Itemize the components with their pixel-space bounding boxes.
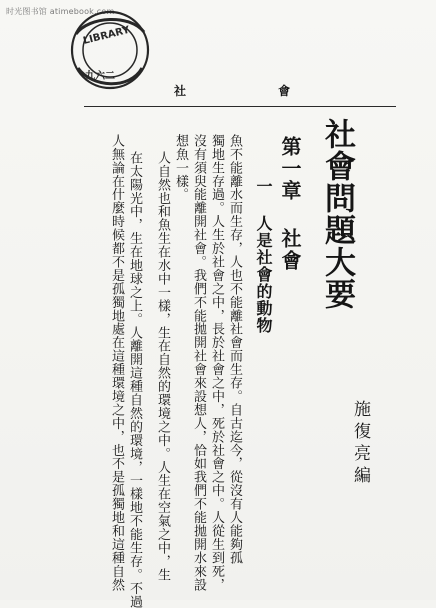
svg-text:九六二: 九六二 — [85, 71, 115, 82]
author-name: 施復亮編 — [350, 400, 370, 488]
body-line: 人自然也和魚生在水中一樣，生在自然的環境之中。人生在空氣之中，生 — [155, 151, 170, 582]
body-line: 人無論在什麼時候都不是孤獨地處在這種環境之中，也不是孤獨地和這種自然 — [109, 134, 124, 592]
header-rule — [84, 106, 396, 107]
site-watermark: 时光图书馆 atimebook.com — [6, 7, 115, 16]
book-title: 社會問題大要 — [319, 118, 355, 310]
svg-text:LIBRARY: LIBRARY — [82, 24, 131, 47]
body-line: 想魚一樣。 — [173, 134, 188, 202]
library-stamp-icon — [54, 6, 156, 102]
section-title: 一 人是社會的動物 — [254, 178, 273, 334]
body-line: 獨地生存過。人生於社會之中，長於社會之中，死於社會之中。人從生到死， — [209, 134, 224, 592]
body-line: 在太陽光中，生在地球之上。人離開這種自然的環境，一樣地不能生存。不過 — [127, 151, 142, 608]
body-line: 魚不能離水而生存，人也不能離社會而生存。自古迄今，從沒有人能夠孤 — [227, 134, 242, 565]
chapter-title: 第一章 社會 — [278, 136, 302, 272]
body-line: 沒有須臾能離開社會。我們不能拋開社會來設想人，恰如我們不能拋開水來設 — [191, 134, 206, 592]
running-head: 社 會 — [174, 84, 335, 98]
